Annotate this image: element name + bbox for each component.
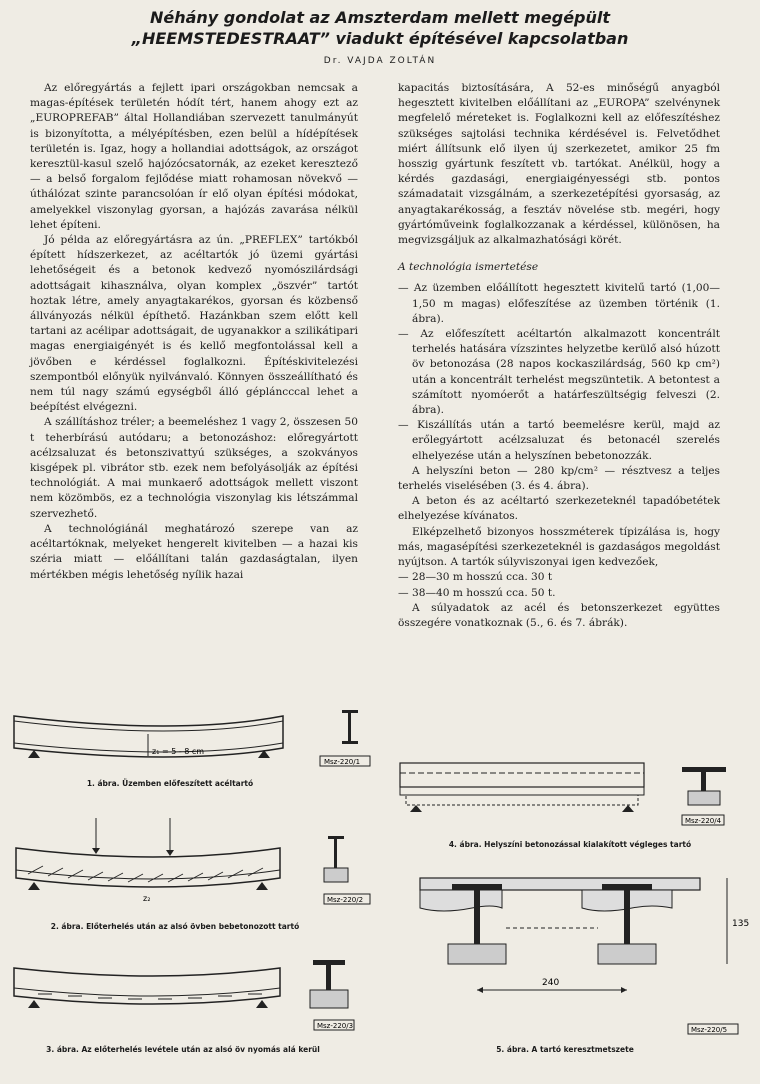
figure-5-code: Msz-220/5 — [691, 1026, 728, 1034]
figure-3-code: Msz-220/3 — [317, 1022, 354, 1030]
paragraph: A helyszíni beton — 280 kp/cm² — résztvesz a teljes terhelés viselésében (3. és 4. ábra). — [398, 464, 720, 493]
list-item: — Kiszállítás után a tartó beemelésre kerül, majd az erőlegyártott acélzsaluzat és betonacél szerelés elhelyezése után a helyszínen bebetonozzák. — [398, 419, 720, 462]
figure-2-diagram — [8, 808, 373, 908]
paragraph: A súlyadatok az acél és betonszerkezet együttes összegére vonatkoznak (5., 6. és 7. ábrák). — [398, 601, 720, 629]
figure-1-caption: 1. ábra. Üzemben előfeszített acéltartó — [86, 779, 254, 788]
paragraph: A beton és az acéltartó szerkezeteknél tapadóbetétek elhelyezése kívánatos. — [398, 495, 720, 523]
paragraph: A szállításhoz tréler; a beemeléshez 1 vagy 2, összesen 50 t teherbírású autódaru; a betonozáshoz: előregyártott acélzsaluzat és betonszivattyú szükséges, a szokványos kisgépek pl. vibrátor stb. ezek nem befolyásolják az építési technológiát. A mai munkaerő adottságok mellett viszont nem közömbös, ez a technológia viszonylag kis létszámmal szervezhető. — [30, 416, 358, 520]
figure-5-caption: 5. ábra. A tartó keresztmetszete — [496, 1045, 634, 1054]
figure-1-dim: z₁ = 5 - 8 cm — [152, 747, 205, 756]
title-line-2: „HEEMSTEDESTRAAT” viadukt építésével kapcsolatban — [131, 29, 629, 48]
title-line-1: Néhány gondolat az Amszterdam mellett megépült — [149, 8, 611, 27]
author: Dr. VAJDA ZOLTÁN — [323, 56, 437, 66]
figure-4-diagram — [392, 755, 752, 833]
list-item: — Az üzemben előállított hegesztett kivitelű tartó (1,00—1,50 m magas) előfeszítése az üzemben történik (1. ábra). — [398, 282, 720, 325]
left-column — [30, 81, 358, 583]
paragraph: Elképzelhető bizonyos hosszméterek típizálása is, hogy más, magasépítési szerkezeteknél is gazdaságos megoldást nyújtson. A tartók súlyviszonyai igen kedvezőek, — [398, 525, 720, 569]
list-item: — Az előfeszített acéltartón alkalmazott koncentrált terhelés hatására vízszintes helyzetbe kerülő alsó húzott öv betonozása (28 napos kockaszilárdság, 560 kp cm²) után a koncentrált terhelést megszüntetik. A betontest a számított nyomóerőt a határfeszültségig felveszi (2. ábra). — [398, 328, 720, 417]
figure-4-caption: 4. ábra. Helyszíni betonozással kialakított végleges tartó — [448, 840, 692, 849]
paragraph: Jó példa az előregyártásra az ún. „PREFLEX” tartókból épített hídszerkezet, az acéltartók jó üzemi gyártási lehetőségeit és a betonok kedvező nyomószilárdsági adottságait kihasználva, olyan komplex „öszvér” tartót hoztak létre, amely anyagtakarékos, gyorsan és közbenső állványozás nélkül építhető. Hazánkban szem előtt kell tartani az acélipar adottságait, de ugyanakkor a szilikátipari magas energiaigényét is és kellő megfontolással kell a jövőben e kérdéssel foglalkozni. Építéskivitelezési szempontból előnyük nyilvánvaló. Könnyen összeállítható és nem túl nagy számú egységből álló gépláncccal lehet a beépítést elvégezni. — [30, 234, 358, 414]
figure-2-label: z₂ — [143, 894, 151, 903]
paragraph: A technológiánál meghatározó szerepe van az acéltartóknak, melyeket hengerelt kivitelben — a hazai kis széria miatt — előállítani talán gazdaságtalan, ilyen mértékben mégis lehetőség nyílik hazai — [30, 522, 358, 581]
figure-2-caption: 2. ábra. Előterhelés után az alsó övben bebetonozott tartó — [50, 922, 300, 931]
paragraph: kapacitás biztosítására, A 52-es minőségű anyagból hegesztett kivitelben előállítani az „EUROPA” szelvénynek megfelelő méreteket is. Foglalkozni kell az előfeszítéshez szükséges sajtolási technika kérdésével is. Felvetődhet miért állítsunk elő ilyen új szerkezetet, amikor 25 fm hosszig gyártunk feszített vb. tartókat. Anélkül, hogy a kérdés gazdasági, energiaigényességi stb. pontos számadatait vizsgálnám, a szerkezetépítési gyorsaság, az anyagtakarékosság, a fesztáv növelése stb. megéri, hogy gyártóműveink foglalkozzanak a kérdéssel, különösen, ha megvizsgáljuk az alkalmazhatósági körét. — [398, 82, 720, 247]
right-column — [398, 81, 720, 631]
figure-3-diagram — [8, 950, 373, 1034]
figure-4-code: Msz-220/4 — [685, 817, 722, 825]
section-heading: A technológia ismertetése — [398, 261, 539, 274]
figure-5-dim-vertical: 135 — [732, 919, 750, 929]
figure-3-caption: 3. ábra. Az előterhelés levétele után az alsó öv nyomás alá kerül — [46, 1045, 320, 1054]
list-item: — 38—40 m hosszú cca. 50 t. — [398, 586, 556, 599]
paragraph: Az előregyártás a fejlett ipari országokban nemcsak a magas-építések területén hódít tért, hanem ahogy ezt az „EUROPREFAB” által Hollandiában szervezett tanulmányút is bizonyította, a mélyépítésben, ezen belül a hídépítések területén is. Igaz, hogy a hollandiai adottságok, az országot keresztül-kasul szelő hajózócsatornák, az ezeket keresztező — a belső forgalom fejlődése miatt rohamosan növekvő — úthálózat szinte parancsolóan ír elő olyan építési módokat, amelyekkel viszonylag gyorsan, a hajózás zavarása nélkül lehet építeni. — [30, 82, 358, 231]
figure-5-dim-horizontal: 240 — [542, 978, 560, 988]
figure-2-code: Msz-220/2 — [327, 896, 364, 904]
list-item: — 28—30 m hosszú cca. 30 t — [398, 571, 553, 584]
figure-5-diagram — [392, 858, 752, 1038]
figure-1-diagram — [8, 690, 373, 770]
figure-1-code: Msz-220/1 — [324, 758, 361, 766]
